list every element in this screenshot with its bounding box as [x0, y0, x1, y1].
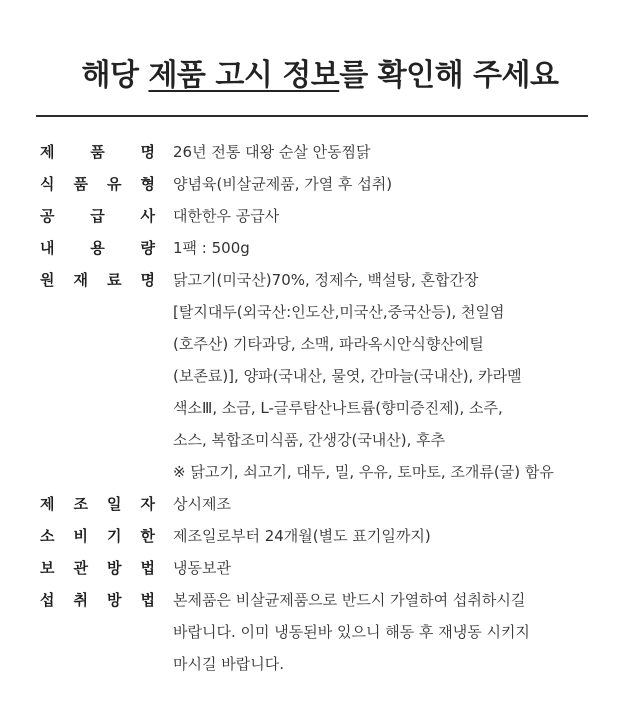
label-char: 법: [140, 559, 155, 577]
info-row-value: [173, 168, 392, 200]
label-char: 제: [40, 495, 55, 513]
label-char: 섭: [40, 591, 55, 609]
info-row: [40, 136, 600, 168]
value-line: 닭고기(미국산)70%, 정제수, 백설탕, 혼합간장: [173, 271, 479, 289]
value-line: 냉동보관: [173, 559, 231, 577]
info-row-label: [40, 584, 155, 616]
label-char: 조: [73, 495, 88, 513]
label-char: 명: [140, 271, 155, 289]
title-suffix: 를 확인해 주세요: [339, 58, 559, 93]
label-char: 원: [40, 271, 55, 289]
label-char: 사: [140, 207, 155, 225]
label-char: 급: [90, 207, 105, 225]
info-row-label: [40, 168, 155, 200]
value-line: 1팩 : 500g: [173, 239, 250, 257]
info-row: [40, 584, 600, 680]
value-line: 양념육(비살균제품, 가열 후 섭취): [173, 175, 393, 193]
label-char: 방: [107, 559, 122, 577]
label-char: 제: [40, 143, 55, 161]
info-row-value: [173, 200, 279, 232]
label-char: 기: [107, 527, 122, 545]
value-line: 상시제조: [173, 495, 231, 513]
value-line: 제조일로부터 24개월(별도 표기일까지): [173, 527, 431, 545]
info-row-value: [173, 584, 530, 680]
info-row-value: [173, 264, 554, 488]
info-row: [40, 264, 600, 488]
label-char: 재: [73, 271, 88, 289]
product-info-table: [40, 136, 600, 680]
label-char: 비: [73, 527, 88, 545]
label-char: 용: [90, 239, 105, 257]
info-row-label: [40, 232, 155, 264]
info-row: [40, 552, 600, 584]
label-char: 법: [140, 591, 155, 609]
label-char: 관: [73, 559, 88, 577]
label-char: 유: [107, 175, 122, 193]
info-row-value: [173, 232, 250, 264]
label-char: 형: [140, 175, 155, 193]
info-row: [40, 168, 600, 200]
info-row: [40, 200, 600, 232]
value-line: (호주산) 기타과당, 소맥, 파라옥시안식향산에틸: [173, 335, 484, 353]
info-row: [40, 232, 600, 264]
label-char: 취: [73, 591, 88, 609]
value-line: (보존료)], 양파(국내산, 물엿, 간마늘(국내산), 카라멜: [173, 367, 522, 385]
info-row-value: [173, 488, 231, 520]
info-row: [40, 520, 600, 552]
value-line: [탈지대두(외국산:인도산,미국산,중국산등), 천일염: [173, 303, 505, 321]
label-char: 식: [40, 175, 55, 193]
value-line: 색소Ⅲ, 소금, L-글루탐산나트륨(향미증진제), 소주,: [173, 399, 503, 417]
title-prefix: 해당: [81, 58, 149, 93]
value-line: 본제품은 비살균제품으로 반드시 가열하여 섭취하시길: [173, 591, 526, 609]
label-char: 량: [140, 239, 155, 257]
info-row-value: [173, 552, 231, 584]
value-line: 대한한우 공급사: [173, 207, 280, 225]
label-char: 품: [90, 143, 105, 161]
label-char: 한: [140, 527, 155, 545]
info-row: [40, 488, 600, 520]
value-line: 바랍니다. 이미 냉동된바 있으니 해동 후 재냉동 시키지: [173, 623, 530, 641]
value-line: ※ 닭고기, 쇠고기, 대두, 밀, 우유, 토마토, 조개류(굴) 함유: [173, 463, 554, 481]
info-row-value: [173, 136, 371, 168]
label-char: 소: [40, 527, 55, 545]
info-row-label: [40, 552, 155, 584]
label-char: 자: [140, 495, 155, 513]
label-char: 보: [40, 559, 55, 577]
info-row-value: [173, 520, 431, 552]
title-divider: [36, 115, 588, 117]
page-title: [0, 50, 640, 94]
label-char: 내: [40, 239, 55, 257]
info-row-label: [40, 136, 155, 168]
info-row-label: [40, 264, 155, 296]
label-char: 방: [107, 591, 122, 609]
label-char: 일: [107, 495, 122, 513]
value-line: 26년 전통 대왕 순살 안동찜닭: [173, 143, 371, 161]
label-char: 공: [40, 207, 55, 225]
info-row-label: [40, 520, 155, 552]
info-row-label: [40, 488, 155, 520]
info-row-label: [40, 200, 155, 232]
label-char: 료: [107, 271, 122, 289]
value-line: 마시길 바랍니다.: [173, 655, 284, 673]
label-char: 명: [140, 143, 155, 161]
value-line: 소스, 복합조미식품, 간생강(국내산), 후추: [173, 431, 446, 449]
title-underlined: 제품 고시 정보: [148, 58, 340, 93]
label-char: 품: [73, 175, 88, 193]
